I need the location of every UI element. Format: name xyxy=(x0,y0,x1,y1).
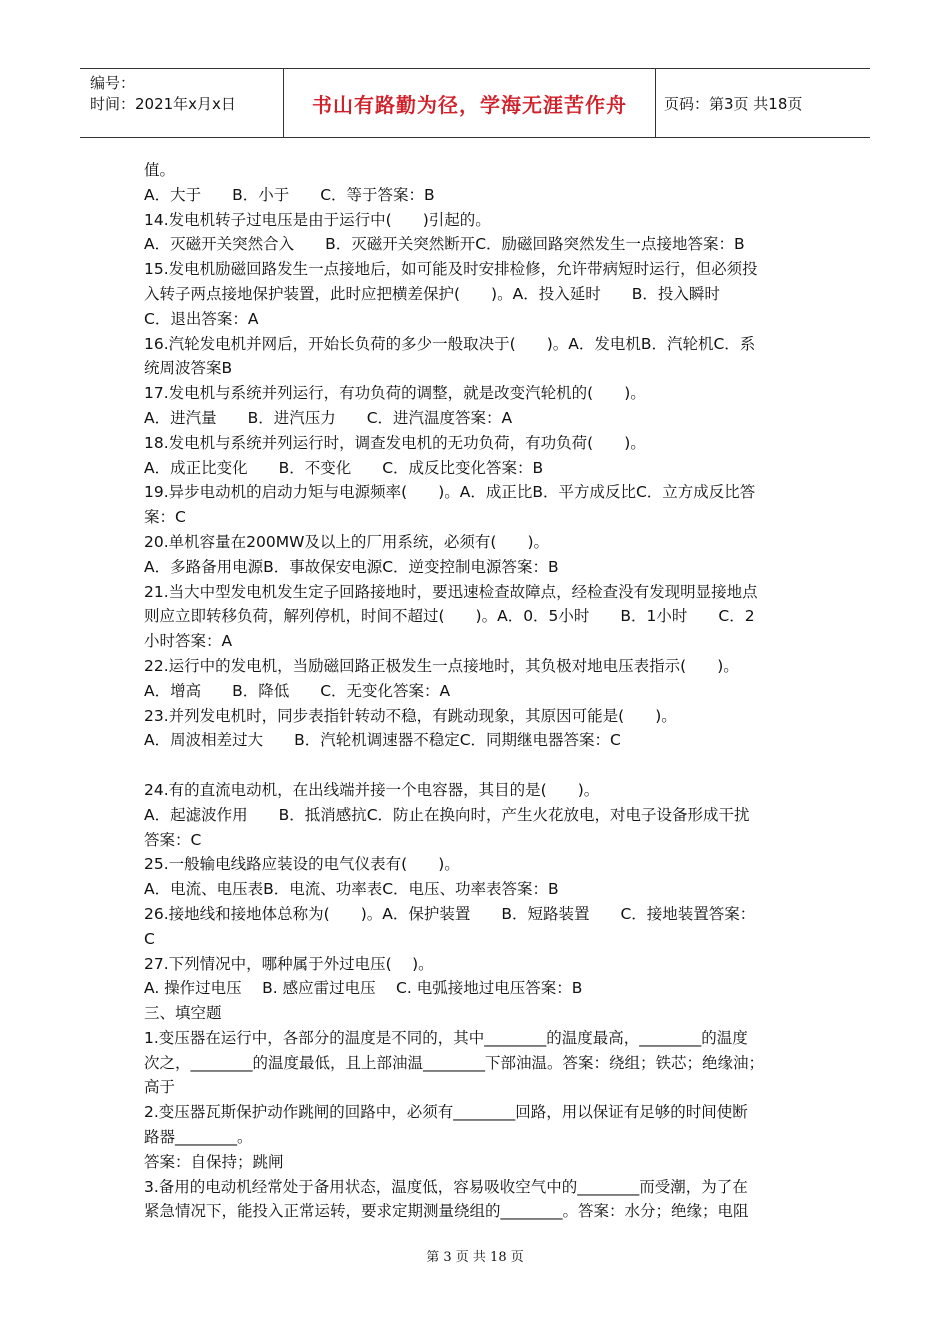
text-line: A．起滤波作用 B．抵消感抗C．防止在换向时，产生火花放电，对电子设备形成干扰 xyxy=(144,805,750,824)
text-line: 1.变压器在运行中，各部分的温度是不同的，其中________的温度最高，________的温度 xyxy=(144,1028,748,1047)
text-line: 15.发电机励磁回路发生一点接地后，如可能及时安排检修，允许带病短时运行，但必须投 xyxy=(144,260,758,279)
page-footer: 第 3 页 共 18 页 xyxy=(426,1250,524,1265)
text-line: 次之，________的温度最低，且上部油温________下部油温。答案：绕组；铁芯；绝缘油； xyxy=(144,1053,765,1072)
text-line: 入转子两点接地保护装置，此时应把横差保护( )。A．投入延时 B．投入瞬时 xyxy=(144,284,720,303)
text-line: A．周波相差过大 B．汽轮机调速器不稳定C．同期继电器答案：C xyxy=(144,731,621,750)
header-page-info: 页码：第3页 共18页 xyxy=(664,94,803,113)
text-line: A．增高 B．降低 C．无变化答案：A xyxy=(144,681,451,700)
header-motto: 书山有路勤为径，学海无涯苦作舟 xyxy=(284,69,656,137)
text-line: 18.发电机与系统并列运行时，调查发电机的无功负荷，有功负荷( )。 xyxy=(144,433,646,452)
text-line: 17.发电机与系统并列运行，有功负荷的调整，就是改变汽轮机的( )。 xyxy=(144,384,646,403)
page-header xyxy=(80,68,870,138)
text-line: A．成正比变化 B．不变化 C．成反比变化答案：B xyxy=(144,458,544,477)
text-line: 值。 xyxy=(144,161,176,179)
text-line: 23.并列发电机时，同步表指针转动不稳，有跳动现象，其原因可能是( )。 xyxy=(144,706,677,725)
time-label: 时间：2021年x月x日 xyxy=(90,95,236,113)
number-label: 编号： xyxy=(90,74,136,92)
text-line: 26.接地线和接地体总称为( )。A．保护装置 B．短路装置 C．接地装置答案： xyxy=(144,904,756,923)
text-line: 22.运行中的发电机，当励磁回路正极发生一点接地时，其负极对地电压表指示( )。 xyxy=(144,656,739,675)
text-line: 则应立即转移负荷，解列停机，时间不超过( )。A．0．5小时 B．1小时 C．2 xyxy=(144,607,755,626)
text-line: A．灭磁开关突然合入 B．灭磁开关突然断开C．励磁回路突然发生一点接地答案：B xyxy=(144,235,745,254)
text-line: 三、填空题 xyxy=(144,1004,222,1023)
text-line: A．大于 B．小于 C．等于答案：B xyxy=(144,185,435,204)
text-line: 16.汽轮发电机并网后，开始长负荷的多少一般取决于( )。A．发电机B．汽轮机C．系 xyxy=(144,334,756,353)
text-line: 24.有的直流电动机，在出线端并接一个电容器，其目的是( )。 xyxy=(144,780,600,799)
text-line: C．退出答案：A xyxy=(144,309,259,328)
text-line: 案：C xyxy=(144,508,186,527)
text-line: A．进汽量 B．进汽压力 C．进汽温度答案：A xyxy=(144,408,513,427)
text-line: 14.发电机转子过电压是由于运行中( )引起的。 xyxy=(144,210,491,229)
text-line: 紧急情况下，能投入正常运转，要求定期测量绕组的________。答案：水分；绝缘；电阻 xyxy=(144,1202,749,1221)
text-line: A．多路备用电源B．事故保安电源C．逆变控制电源答案：B xyxy=(144,557,559,576)
text-line: 25.一般输电线路应装设的电气仪表有( )。 xyxy=(144,855,460,874)
text-line: 路器________。 xyxy=(144,1128,253,1147)
text-line: 高于 xyxy=(144,1078,176,1097)
text-line: 答案：C xyxy=(144,830,202,849)
text-line: 统周波答案B xyxy=(144,359,233,378)
text-line: A. 操作过电压 B. 感应雷过电压 C. 电弧接地过电压答案：B xyxy=(144,979,583,998)
text-line: 3.备用的电动机经常处于备用状态，温度低，容易吸收空气中的________而受潮，为了在 xyxy=(144,1177,748,1196)
text-line: 19.异步电动机的启动力矩与电源频率( )。A．成正比B．平方成反比C．立方成反比答 xyxy=(144,483,756,502)
text-line: 27.下列情况中，哪种属于外过电压( )。 xyxy=(144,954,434,973)
text-line: A．电流、电压表B．电流、功率表C．电压、功率表答案：B xyxy=(144,880,559,899)
text-line: 20.单机容量在200MW及以上的厂用系统，必须有( )。 xyxy=(144,532,550,551)
document-body xyxy=(144,158,816,1224)
blank-line xyxy=(144,753,816,778)
text-line: C xyxy=(144,929,155,948)
text-line: 2.变压器瓦斯保护动作跳闸的回路中，必须有________回路，用以保证有足够的时间使断 xyxy=(144,1103,748,1122)
header-meta xyxy=(80,69,284,137)
text-line: 21.当大中型发电机发生定子回路接地时，要迅速检查故障点，经检查没有发现明显接地点 xyxy=(144,582,758,601)
text-line: 答案：自保持；跳闸 xyxy=(144,1152,284,1171)
text-line: 小时答案：A xyxy=(144,632,233,651)
